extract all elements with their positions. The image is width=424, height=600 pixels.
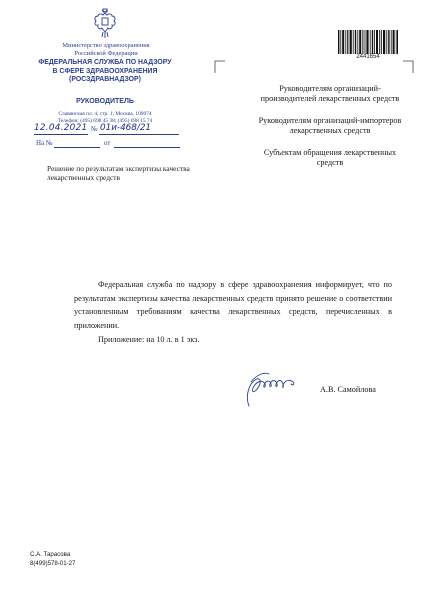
addressee-block [255, 84, 405, 180]
attachment-note: Приложение: на 10 л. в 1 экз. [98, 335, 200, 344]
date-underline [34, 134, 88, 135]
address-block-corner-marks [214, 60, 414, 74]
signer-name: А.В. Самойлова [320, 385, 376, 394]
reference-number-label: На № [36, 139, 53, 147]
head-title: РУКОВОДИТЕЛЬ [76, 98, 134, 105]
executor-block [30, 550, 75, 568]
agency-name [30, 59, 180, 85]
letter-subject: Решение по результатам экспертизы качества лекарственных средств [47, 164, 190, 182]
number-label: № [91, 125, 98, 133]
coat-of-arms-emblem [92, 8, 118, 40]
handwritten-signature [235, 362, 315, 410]
executor-name: С.А. Тарасова [30, 551, 71, 558]
agency-address: Славянская пл. 4, стр. 1, Москва, 109074 [58, 111, 152, 117]
agency-line-1: ФЕДЕРАЛЬНАЯ СЛУЖБА ПО НАДЗОРУ [38, 59, 172, 66]
agency-phone: Телефон: (495) 698 45 38; (495) 698 15 74 [57, 118, 153, 124]
addressee-manufacturers: Руководителям организаций-производителей лекарственных средств [260, 84, 400, 103]
agency-line-3: (РОСЗДРАВНАДЗОР) [69, 76, 141, 84]
agency-line-2: В СФЕРЕ ЗДРАВООХРАНЕНИЯ [52, 67, 158, 75]
addressee-importers: Руководителям организаций-импортеров лекарственных средств [258, 116, 402, 135]
executor-phone: 8(499)578-01-27 [30, 560, 76, 567]
addressee-subjects: Субъектам обращения лекарственных средств [263, 148, 397, 167]
registration-date: 12.04.2021 [34, 123, 88, 133]
number-underline [99, 134, 179, 135]
reference-number-line [54, 147, 100, 148]
registration-number: 01и-468/21 [100, 123, 152, 133]
reference-date-label: от [104, 139, 111, 147]
barcode-number: 2441654 [356, 54, 380, 60]
ministry-name: Министерство здравоохранения Российской Федерации [62, 42, 150, 57]
body-paragraph: Федеральная служба по надзору в сфере здравоохранения информирует, что по результатам экспертизы качества лекарственных средств принято решение о соответствии установленным требованиям качества лекарственных средств, перечисленных в приложении. [74, 280, 392, 330]
barcode [338, 30, 398, 54]
reference-date-line [114, 147, 180, 148]
